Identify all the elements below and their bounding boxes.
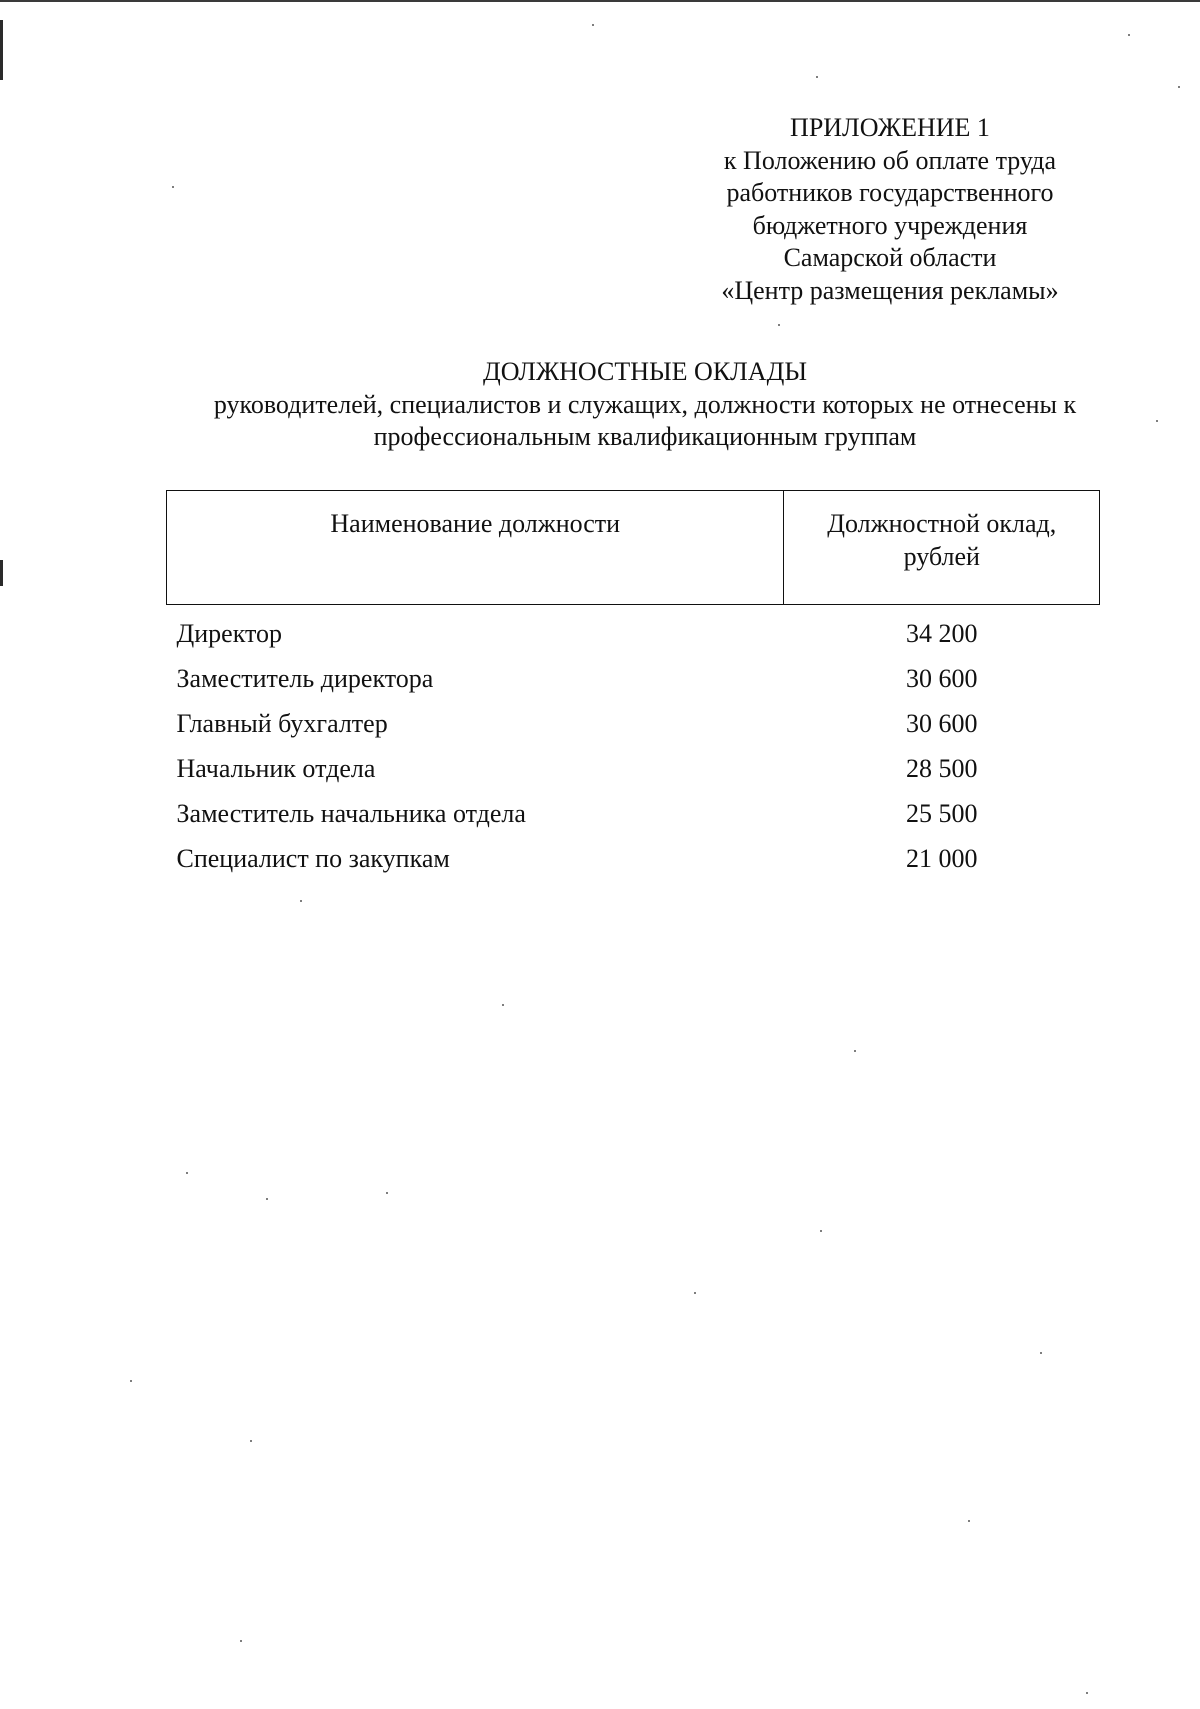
- appendix-line: работников государственного: [726, 178, 1054, 207]
- scan-speck: [250, 1440, 252, 1442]
- document-subtitle: профессиональным квалификационным группам: [373, 422, 917, 451]
- table-row: [167, 701, 1100, 746]
- table-header-row: [167, 491, 1100, 605]
- scan-speck: [172, 186, 174, 188]
- document-heading: [140, 356, 1150, 454]
- scan-speck: [266, 1198, 268, 1200]
- column-header-salary: [784, 491, 1100, 605]
- scan-speck: [130, 1380, 132, 1382]
- position-cell: Начальник отдела: [176, 754, 376, 783]
- position-cell: Директор: [176, 619, 282, 648]
- table-row: [167, 656, 1100, 701]
- column-header-salary-line: рублей: [903, 542, 980, 571]
- salary-cell: 30 600: [905, 709, 978, 738]
- scan-speck: [300, 900, 302, 902]
- table-row: [167, 791, 1100, 836]
- scan-speck: [968, 1520, 970, 1522]
- position-cell: Главный бухгалтер: [176, 709, 388, 738]
- document-title: ДОЛЖНОСТНЫЕ ОКЛАДЫ: [482, 357, 807, 386]
- scan-edge-mark: [0, 560, 3, 586]
- scan-speck: [778, 324, 780, 326]
- scan-speck: [1086, 1692, 1088, 1694]
- appendix-line: Самарской области: [783, 243, 997, 272]
- appendix-line: бюджетного учреждения: [752, 210, 1028, 240]
- scan-edge-mark: [0, 20, 3, 80]
- page-top-edge: [0, 0, 1200, 2]
- salary-cell: 30 600: [905, 664, 978, 693]
- scan-speck: [816, 76, 818, 78]
- table-row: [167, 836, 1100, 881]
- appendix-line: к Положению об оплате труда: [723, 145, 1057, 175]
- scan-speck: [1156, 420, 1158, 422]
- table-row: [167, 605, 1100, 657]
- column-header-position: Наименование должности: [167, 491, 784, 605]
- appendix-title: ПРИЛОЖЕНИЕ 1: [790, 113, 990, 142]
- salary-cell: 25 500: [905, 799, 978, 828]
- appendix-line: «Центр размещения рекламы»: [721, 275, 1059, 305]
- appendix-block: [690, 112, 1090, 307]
- scan-speck: [1178, 86, 1180, 88]
- scan-speck: [186, 1172, 188, 1174]
- position-cell: Специалист по закупкам: [176, 844, 450, 873]
- scan-speck: [820, 1230, 822, 1232]
- table-row: [167, 746, 1100, 791]
- salary-cell: 21 000: [905, 844, 978, 873]
- position-cell: Заместитель директора: [176, 664, 434, 693]
- salary-table: [166, 490, 1100, 881]
- scan-speck: [502, 1004, 504, 1006]
- column-header-salary-line: Должностной оклад,: [827, 509, 1057, 538]
- scan-speck: [854, 1050, 856, 1052]
- scan-speck: [694, 1292, 696, 1294]
- scan-speck: [1040, 1352, 1042, 1354]
- scan-speck: [592, 24, 594, 26]
- scan-speck: [1128, 34, 1130, 36]
- document-subtitle: руководителей, специалистов и служащих, должности которых не отнесены к: [213, 389, 1077, 419]
- position-cell: Заместитель начальника отдела: [176, 799, 526, 828]
- scan-speck: [240, 1640, 242, 1642]
- scan-speck: [386, 1192, 388, 1194]
- salary-cell: 34 200: [905, 619, 978, 648]
- salary-cell: 28 500: [905, 754, 978, 783]
